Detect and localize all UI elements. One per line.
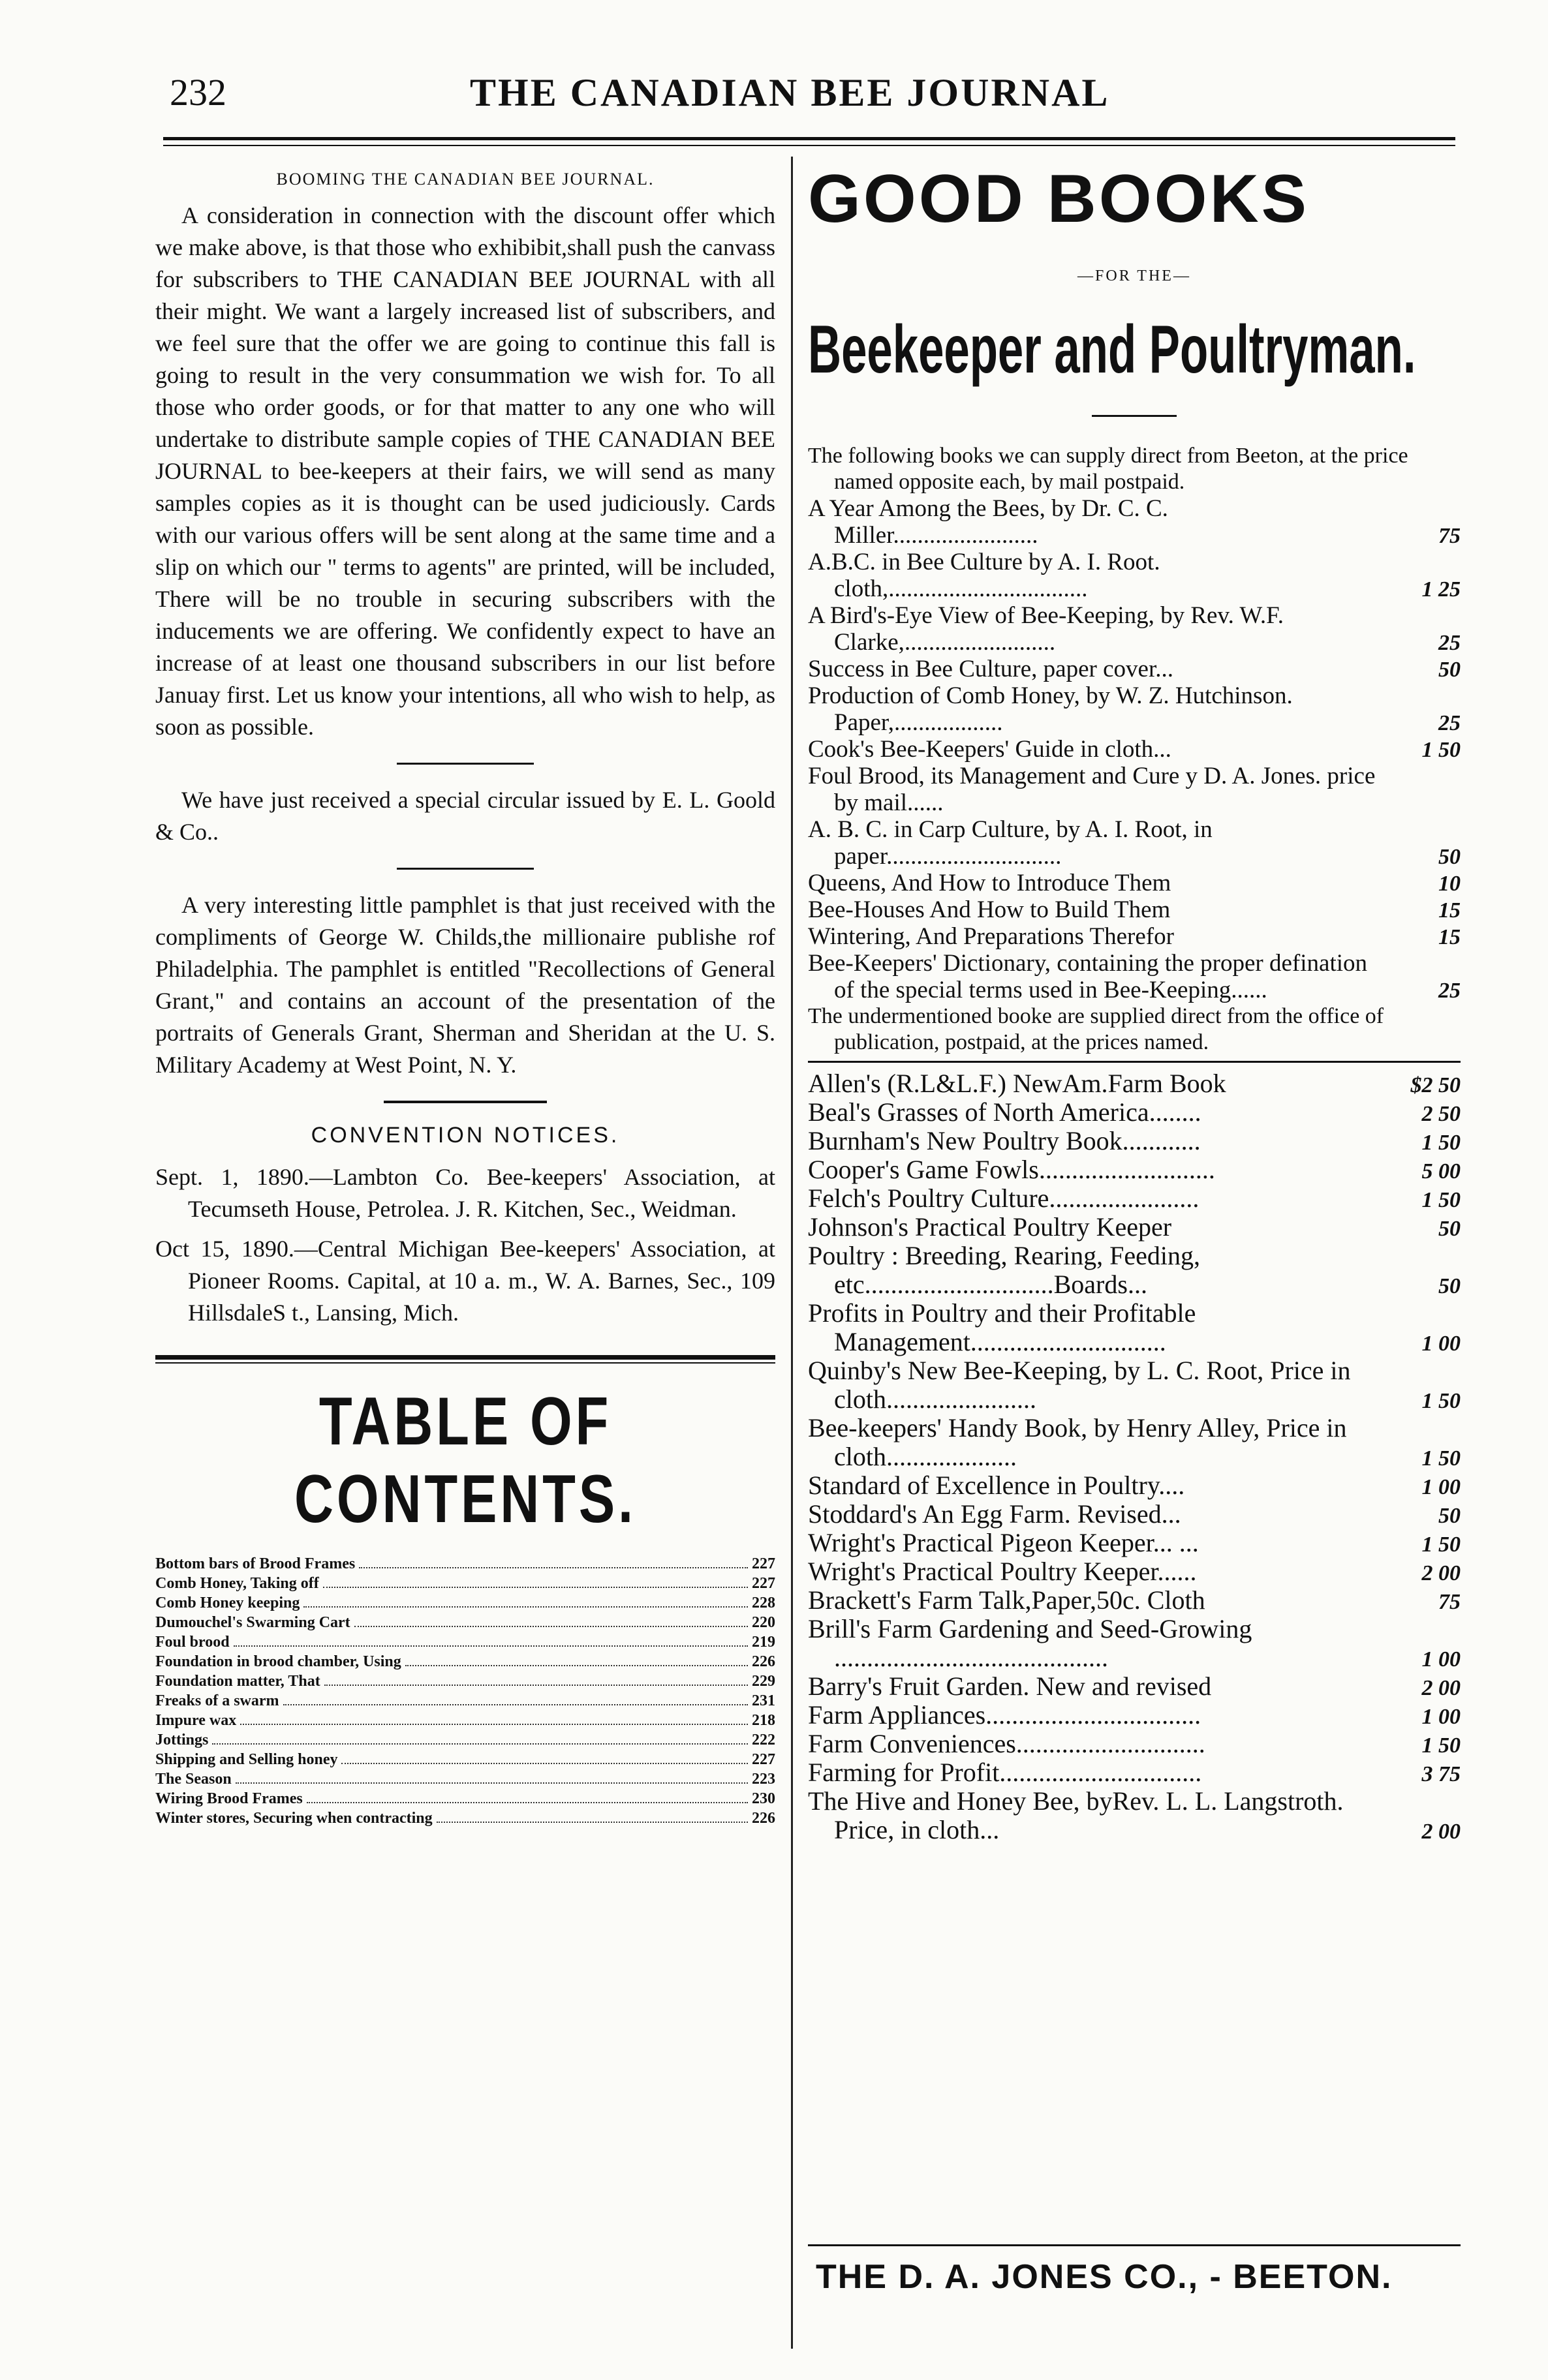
book-entry [808, 656, 1461, 682]
book-title: Quinby's New Bee-Keeping, by L. C. Root, Price in cloth....................... [808, 1356, 1351, 1414]
book-price: 1 50 [1421, 1188, 1461, 1212]
book-entry [808, 1299, 1461, 1356]
journal-title: THE CANADIAN BEE JOURNAL [470, 71, 1110, 114]
convention-notice: Oct 15, 1890.—Central Michigan Bee-keepers' Association, at Pioneer Rooms. Capital, at 10 a. m., W. A. Barnes, Sec., 109 HillsdaleS t., Lansing, Mich. [155, 1236, 775, 1326]
leader-dots [359, 1554, 748, 1568]
toc-entry-title: Dumouchel's Swarming Cart [155, 1614, 350, 1631]
book-title: A.B.C. in Bee Culture by A. I. Root. cloth,................................. [808, 549, 1160, 602]
toc-entry-page: 219 [752, 1634, 775, 1651]
toc-entry-title: Bottom bars of Brood Frames [155, 1555, 356, 1572]
book-title: Burnham's New Poultry Book............ [808, 1126, 1201, 1155]
toc-entry-page: 228 [752, 1594, 775, 1611]
book-title: Cooper's Game Fowls........................... [808, 1155, 1215, 1184]
book-price: 15 [1438, 898, 1461, 923]
book-entry [808, 870, 1461, 896]
farm-poultry-book-list [808, 1069, 1461, 1844]
convention-heading: CONVENTION NOTICES. [311, 1123, 620, 1148]
toc-entry [155, 1554, 775, 1574]
book-title: Poultry : Breeding, Rearing, Feeding, etc.............................Boards... [808, 1241, 1201, 1299]
book-title: The Hive and Honey Bee, byRev. L. L. Langstroth. Price, in cloth... [808, 1786, 1344, 1844]
section-divider [1092, 415, 1177, 417]
book-price: 5 00 [1421, 1159, 1461, 1183]
book-entry [808, 1471, 1461, 1500]
book-title: Wintering, And Preparations Therefor [808, 923, 1174, 950]
book-price: 1 25 [1421, 577, 1461, 602]
book-price: 2 00 [1421, 1820, 1461, 1844]
book-price: 25 [1438, 711, 1461, 735]
book-title: A. B. C. in Carp Culture, by A. I. Root, in paper............................. [808, 816, 1213, 870]
book-title: Barry's Fruit Garden. New and revised [808, 1671, 1212, 1701]
book-title: Queens, And How to Introduce Them [808, 870, 1171, 896]
toc-entry-title: The Season [155, 1771, 232, 1788]
toc-entry-title: Jottings [155, 1732, 209, 1748]
book-entry [808, 1242, 1461, 1299]
page-header [157, 70, 1444, 123]
book-title: Wright's Practical Poultry Keeper...... [808, 1557, 1197, 1586]
right-column [808, 157, 1461, 1844]
toc-entry-page: 226 [752, 1653, 775, 1670]
book-entry [808, 1184, 1461, 1213]
book-price: 2 00 [1421, 1676, 1461, 1700]
book-price: 1 50 [1421, 1446, 1461, 1471]
column-divider [791, 157, 793, 2349]
book-title: Success in Bee Culture, paper cover... [808, 656, 1173, 682]
leader-dots [405, 1652, 748, 1666]
list-rule [808, 1061, 1461, 1063]
book-title: Allen's (R.L&L.F.) NewAm.Farm Book [808, 1069, 1226, 1098]
book-entry [808, 1069, 1461, 1098]
book-entry [808, 950, 1461, 1003]
book-title: Farm Conveniences............................. [808, 1729, 1205, 1758]
toc-entry-title: Freaks of a swarm [155, 1692, 279, 1709]
book-price: 15 [1438, 925, 1461, 949]
bee-book-list [808, 495, 1461, 1003]
pamphlet-notice: A very interesting little pamphlet is that just received with the compliments of George W. Childs,the millionaire publishe rof Philadelphia. The pamphlet is entitled "Recollections of General Grant," and contains an account of the presentation of the portraits of Generals Grant, Sherman and Sheridan at the U. S. Military Academy at West Point, N. Y. [155, 892, 775, 1078]
book-price: 25 [1438, 631, 1461, 655]
toc-entry-title: Foul brood [155, 1634, 230, 1651]
book-entry [808, 923, 1461, 950]
toc-entry [155, 1593, 775, 1613]
leader-dots [283, 1691, 748, 1705]
book-entry [808, 1500, 1461, 1529]
book-price: 1 50 [1421, 1533, 1461, 1557]
toc-entry-page: 230 [752, 1790, 775, 1807]
book-price: 50 [1438, 1504, 1461, 1528]
book-entry [808, 1529, 1461, 1557]
book-title: Foul Brood, its Management and Cure y D. A. Jones. price by mail...... [808, 763, 1376, 816]
header-rule-thin [163, 145, 1455, 146]
toc-entry [155, 1691, 775, 1711]
book-price: 1 50 [1421, 1131, 1461, 1155]
book-entry [808, 549, 1461, 602]
toc-rule [155, 1355, 775, 1360]
book-price: 1 50 [1421, 1733, 1461, 1758]
book-entry [808, 1098, 1461, 1127]
toc-rule-thin [155, 1362, 775, 1364]
circular-notice: We have just received a special circular issued by E. L. Goold & Co.. [155, 787, 775, 845]
book-title: Farming for Profit............................... [808, 1758, 1202, 1787]
book-entry [808, 1758, 1461, 1787]
toc-entry [155, 1808, 775, 1828]
good-books-heading: GOOD BOOKS [808, 161, 1310, 237]
booming-heading: BOOMING THE CANADIAN BEE JOURNAL. [276, 170, 655, 189]
book-title: Johnson's Practical Poultry Keeper [808, 1212, 1172, 1242]
book-price: 10 [1438, 872, 1461, 896]
toc-entry-page: 218 [752, 1712, 775, 1729]
book-price: 75 [1438, 524, 1461, 548]
book-entry [808, 763, 1461, 816]
toc-entry [155, 1574, 775, 1593]
leader-dots [236, 1769, 748, 1784]
book-price: 1 00 [1421, 1647, 1461, 1671]
toc-entry-title: Winter stores, Securing when contracting [155, 1810, 433, 1827]
book-title: Cook's Bee-Keepers' Guide in cloth... [808, 736, 1171, 763]
section-divider [397, 763, 534, 765]
book-title: Bee-Houses And How to Build Them [808, 896, 1171, 923]
book-title: Brill's Farm Gardening and Seed-Growing .......................................... [808, 1614, 1252, 1672]
book-entry [808, 1213, 1461, 1242]
toc-entry [155, 1671, 775, 1691]
toc-entry [155, 1730, 775, 1750]
book-price: 1 00 [1421, 1705, 1461, 1729]
toc-entry-page: 223 [752, 1771, 775, 1788]
table-of-contents [155, 1554, 775, 1828]
for-the-label: —FOR THE— [1077, 267, 1191, 284]
book-list-intro-2: The undermentioned booke are supplied direct from the office of publication, postpaid, at the prices named. [808, 1004, 1384, 1054]
book-price: 50 [1438, 845, 1461, 869]
toc-entry [155, 1632, 775, 1652]
leader-dots [437, 1808, 748, 1823]
book-price: 2 50 [1421, 1102, 1461, 1126]
toc-entry-page: 227 [752, 1751, 775, 1768]
book-price: 50 [1438, 1274, 1461, 1298]
book-title: Brackett's Farm Talk,Paper,50c. Cloth [808, 1585, 1205, 1615]
book-entry [808, 1414, 1461, 1471]
booming-article: A consideration in connection with the discount offer which we make above, is that those who exhibibit,shall push the canvass for subscribers to THE CANADIAN BEE JOURNAL with all their might. We want a largely increased list of subscribers, and we feel sure that the offer we are going to continue this fall is going to result in the very consummation we wish for. To all those who order goods, or for that matter to any one who will undertake to distribute sample copies of THE CANADIAN BEE JOURNAL to bee-keepers at their fairs, we will send as many samples copies as it is thought can be used judiciously. Cards with our various offers will be sent along at the same time and a slip on which our " terms to agents" are printed, will be included, There will be no trouble in securing subscribers with the inducements we are offering. We confidently expect to have an increase of at least one thousand subscribers in our list before Januay first. Let us know your intentions, all who wish to help, as soon as possible. [155, 202, 775, 740]
book-entry [808, 816, 1461, 870]
toc-entry-title: Foundation in brood chamber, Using [155, 1653, 401, 1670]
toc-entry-page: 220 [752, 1614, 775, 1631]
book-title: Bee-keepers' Handy Book, by Henry Alley, Price in cloth.................... [808, 1413, 1347, 1471]
book-price: 50 [1438, 1217, 1461, 1241]
toc-entry [155, 1750, 775, 1769]
book-price: 1 50 [1421, 1389, 1461, 1413]
book-entry [808, 736, 1461, 763]
book-title: Standard of Excellence in Poultry.... [808, 1471, 1185, 1500]
book-entry [808, 1701, 1461, 1730]
toc-entry-title: Foundation matter, That [155, 1673, 320, 1690]
book-entry [808, 602, 1461, 656]
leader-dots [303, 1593, 748, 1608]
book-price: 1 00 [1421, 1475, 1461, 1499]
leader-dots [234, 1632, 748, 1647]
book-title: Farm Appliances................................. [808, 1700, 1201, 1730]
toc-entry-page: 222 [752, 1732, 775, 1748]
leader-dots [240, 1711, 748, 1725]
book-price: 50 [1438, 658, 1461, 682]
book-title: Profits in Poultry and their Profitable Management.............................. [808, 1298, 1196, 1356]
book-price: 3 75 [1421, 1762, 1461, 1786]
toc-entry-page: 227 [752, 1575, 775, 1592]
toc-entry-title: Impure wax [155, 1712, 237, 1729]
toc-entry-title: Comb Honey, Taking off [155, 1575, 319, 1592]
toc-entry [155, 1652, 775, 1671]
toc-entry-title: Shipping and Selling honey [155, 1751, 338, 1768]
book-price: 1 00 [1421, 1332, 1461, 1356]
book-title: A Bird's-Eye View of Bee-Keeping, by Rev. W.F. Clarke,......................... [808, 602, 1284, 656]
book-title: Production of Comb Honey, by W. Z. Hutchinson. Paper,.................. [808, 682, 1293, 736]
book-list-intro: The following books we can supply direct from Beeton, at the price named opposite each, by mail postpaid. [808, 444, 1408, 494]
publisher-footer: THE D. A. JONES CO., - BEETON. [816, 2258, 1393, 2296]
book-title: Stoddard's An Egg Farm. Revised... [808, 1499, 1181, 1529]
leader-dots [323, 1574, 748, 1588]
convention-notice: Sept. 1, 1890.—Lambton Co. Bee-keepers' Association, at Tecumseth House, Petrolea. J. R. Kitchen, Sec., Weidman. [155, 1164, 775, 1222]
toc-entry-title: Wiring Brood Frames [155, 1790, 303, 1807]
book-price: 25 [1438, 979, 1461, 1003]
book-entry [808, 1730, 1461, 1758]
section-divider [397, 868, 534, 870]
book-entry [808, 1615, 1461, 1672]
toc-entry [155, 1711, 775, 1730]
leader-dots [324, 1671, 748, 1686]
leader-dots [212, 1730, 748, 1745]
book-price: $2 50 [1410, 1073, 1461, 1097]
book-entry [808, 1356, 1461, 1414]
leader-dots [341, 1750, 748, 1764]
book-entry [808, 1127, 1461, 1155]
book-title: Felch's Poultry Culture....................... [808, 1183, 1200, 1213]
book-entry [808, 896, 1461, 923]
toc-entry-page: 229 [752, 1673, 775, 1690]
leader-dots [307, 1789, 748, 1803]
toc-entry-page: 227 [752, 1555, 775, 1572]
toc-entry [155, 1769, 775, 1789]
toc-entry [155, 1789, 775, 1808]
left-column [155, 170, 775, 1828]
book-entry [808, 1586, 1461, 1615]
book-price: 1 50 [1421, 738, 1461, 762]
book-entry [808, 1787, 1461, 1844]
page-number: 232 [170, 71, 226, 114]
book-title: A Year Among the Bees, by Dr. C. C. Miller........................ [808, 495, 1168, 549]
leader-dots [354, 1613, 748, 1627]
book-entry [808, 1155, 1461, 1184]
ornamental-divider [384, 1101, 547, 1103]
book-entry [808, 1557, 1461, 1586]
book-price: 2 00 [1421, 1561, 1461, 1585]
footer-rule [808, 2244, 1461, 2246]
book-title: Bee-Keepers' Dictionary, containing the proper defination of the special terms used in Bee-Keeping...... [808, 950, 1367, 1003]
book-title: Wright's Practical Pigeon Keeper... ... [808, 1528, 1199, 1557]
toc-entry-page: 231 [752, 1692, 775, 1709]
toc-entry-title: Comb Honey keeping [155, 1594, 300, 1611]
book-entry [808, 495, 1461, 549]
book-title: Beal's Grasses of North America........ [808, 1097, 1201, 1127]
toc-entry [155, 1613, 775, 1632]
book-entry [808, 682, 1461, 736]
toc-entry-page: 226 [752, 1810, 775, 1827]
book-price: 75 [1438, 1590, 1461, 1614]
toc-title: TABLE OF CONTENTS. [294, 1384, 636, 1537]
book-entry [808, 1672, 1461, 1701]
header-rule [163, 137, 1455, 140]
beekeeper-poultryman-heading: Beekeeper and Poultryman. [808, 312, 1416, 388]
